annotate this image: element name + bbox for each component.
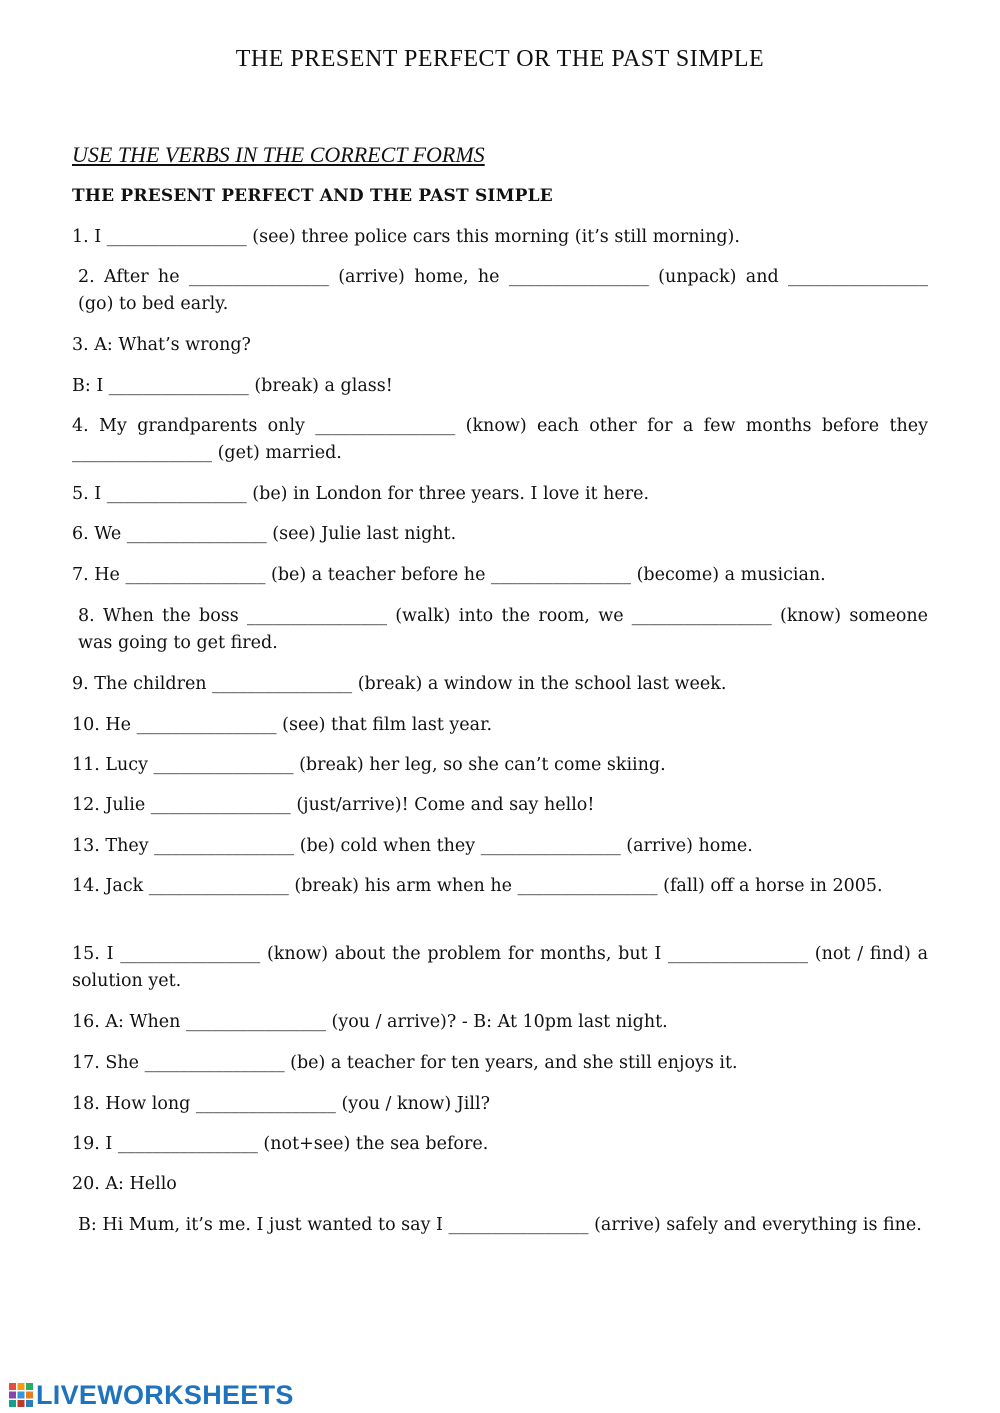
question-3a: 3. A: What’s wrong? — [72, 335, 251, 355]
question-20b: B: Hi Mum, it’s me. I just wanted to say I ________________ (arrive) safely and everything is fine. — [78, 1215, 922, 1235]
question-6: 6. We ________________ (see) Julie last night. — [72, 524, 457, 544]
question-3b: B: I ________________ (break) a glass! — [72, 376, 393, 396]
instruction-heading: USE THE VERBS IN THE CORRECT FORMS — [72, 142, 485, 167]
question-1: 1. I ________________ (see) three police cars this morning (it’s still morning). — [72, 227, 740, 247]
question-4: 4. My grandparents only ________________ (know) each other for a few months before they ________________ (get) married. — [72, 416, 928, 463]
question-9: 9. The children ________________ (break) a window in the school last week. — [72, 674, 727, 694]
question-7: 7. He ________________ (be) a teacher before he ________________ (become) a musician. — [72, 565, 826, 585]
liveworksheets-logo[interactable] — [8, 1380, 294, 1410]
question-10: 10. He ________________ (see) that film last year. — [72, 715, 493, 735]
logo-text: LIVEWORKSHEETS — [36, 1379, 294, 1410]
question-15: 15. I ________________ (know) about the problem for months, but I ________________ (not / find) a solution yet. — [72, 944, 928, 991]
question-11: 11. Lucy ________________ (break) her leg, so she can’t come skiing. — [72, 755, 666, 775]
question-18: 18. How long ________________ (you / know) Jill? — [72, 1094, 490, 1114]
question-5: 5. I ________________ (be) in London for three years. I love it here. — [72, 484, 650, 504]
question-8: 8. When the boss ________________ (walk) into the room, we ________________ (know) someone was going to get fired. — [78, 606, 928, 653]
liveworksheets-logo-icon — [8, 1382, 34, 1408]
question-12: 12. Julie ________________ (just/arrive)! Come and say hello! — [72, 795, 595, 815]
question-2: 2. After he ________________ (arrive) home, he ________________ (unpack) and ________________ (go) to bed early. — [78, 267, 928, 314]
question-14: 14. Jack ________________ (break) his arm when he ________________ (fall) off a horse in 2005. — [72, 876, 883, 896]
question-19: 19. I ________________ (not+see) the sea before. — [72, 1134, 489, 1154]
question-13: 13. They ________________ (be) cold when they ________________ (arrive) home. — [72, 836, 753, 856]
question-17: 17. She ________________ (be) a teacher for ten years, and she still enjoys it. — [72, 1053, 738, 1073]
page-title: THE PRESENT PERFECT OR THE PAST SIMPLE — [235, 46, 765, 72]
question-16: 16. A: When ________________ (you / arrive)? - B: At 10pm last night. — [72, 1012, 668, 1032]
section-subheading: THE PRESENT PERFECT AND THE PAST SIMPLE — [72, 186, 553, 206]
question-20a: 20. A: Hello — [72, 1174, 177, 1194]
